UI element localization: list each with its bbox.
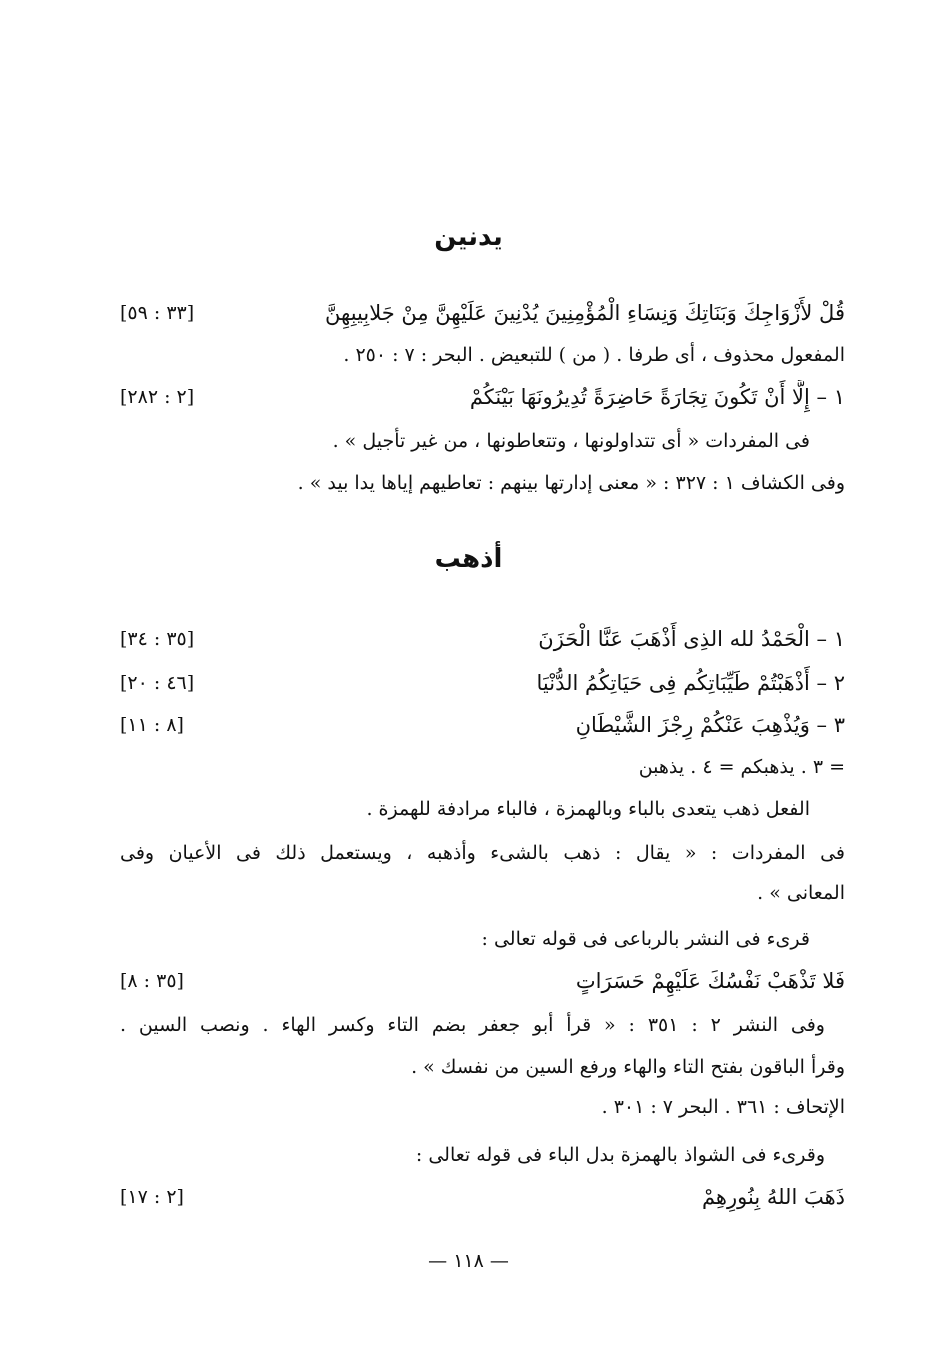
commentary-line: وقرىء فى الشواذ بالهمزة بدل الباء فى قوله تعالى :	[415, 1144, 825, 1166]
verse-reference: [٢ : ١٧]	[120, 1186, 184, 1208]
verse-line: فَلا تَذْهَبْ نَفْسُكَ عَلَيْهِمْ حَسَرَاتٍ	[575, 969, 845, 993]
verse-reference: [٤٦ : ٢٠]	[120, 672, 195, 694]
commentary-line: وقرأ الباقون بفتح التاء والهاء ورفع السين من نفسك » .	[411, 1056, 845, 1078]
section-heading-adhhaba: أذهب	[434, 544, 503, 574]
verse-reference: [٢ : ٢٨٢]	[120, 386, 195, 408]
verse-line: قُلْ لأَزْوَاجِكَ وَبَنَاتِكَ وَنِسَاءِ الْمُؤْمِنِينَ يُدْنِينَ عَلَيْهِنَّ مِنْ جَلابِيبِهِنَّ	[325, 301, 845, 325]
verse-reference: [٨ : ١١]	[120, 714, 184, 736]
verse-line: ذَهَبَ اللهُ بِنُورِهِمْ	[701, 1185, 845, 1209]
verse-line: ١ – إِلَّا أَنْ تَكُونَ تِجَارَةً حَاضِرَةً تُدِيرُونَهَا بَيْنَكُمْ	[469, 385, 845, 409]
commentary-line: فى المفردات : « يقال : ذهب بالشىء وأذهبه ، ويستعمل ذلك فى الأعيان وفى	[120, 842, 845, 864]
verse-line: ٣ – وَيُذْهِبَ عَنْكُمْ رِجْزَ الشَّيْطَانِ	[575, 713, 845, 737]
commentary-line: الإتحاف : ٣٦١ . البحر ٧ : ٣٠١ .	[601, 1096, 845, 1118]
verse-reference: [٣٣ : ٥٩]	[120, 302, 195, 324]
verse-line: ١ – الْحَمْدُ لله الذِى أَذْهَبَ عَنَّا الْحَزَنَ	[538, 627, 845, 651]
section-heading-yudnin: يدنين	[434, 222, 503, 252]
commentary-line: المعانى » .	[757, 882, 845, 904]
commentary-line: = ٣ . يذهبكم = ٤ . يذهبن	[638, 756, 845, 778]
commentary-line: وفى النشر ٢ : ٣٥١ : « قرأ أبو جعفر بضم التاء وكسر الهاء . ونصب السين .	[120, 1014, 825, 1036]
commentary-line: الفعل ذهب يتعدى بالباء وبالهمزة ، فالباء مرادفة للهمزة .	[366, 798, 810, 820]
commentary-line: وفى الكشاف ١ : ٣٢٧ : « معنى إدارتها بينهم : تعاطيهم إياها يدا بيد » .	[297, 472, 845, 494]
verse-line: ٢ – أَذْهَبْتُمْ طَيِّبَاتِكُم فِى حَيَاتِكُمُ الدُّنْيَا	[536, 671, 845, 695]
commentary-line: قرىء فى النشر بالرباعى فى قوله تعالى :	[481, 928, 810, 950]
verse-reference: [٣٥ : ٨]	[120, 970, 184, 992]
page-number: — ١١٨ —	[428, 1250, 509, 1272]
verse-reference: [٣٥ : ٣٤]	[120, 628, 195, 650]
commentary-line: فى المفردات « أى تتداولونها ، وتتعاطونها ، من غير تأجيل » .	[332, 430, 810, 452]
commentary-line: المفعول محذوف ، أى طرفا . ( من ) للتبعيض . البحر : ٧ : ٢٥٠ .	[343, 344, 845, 366]
